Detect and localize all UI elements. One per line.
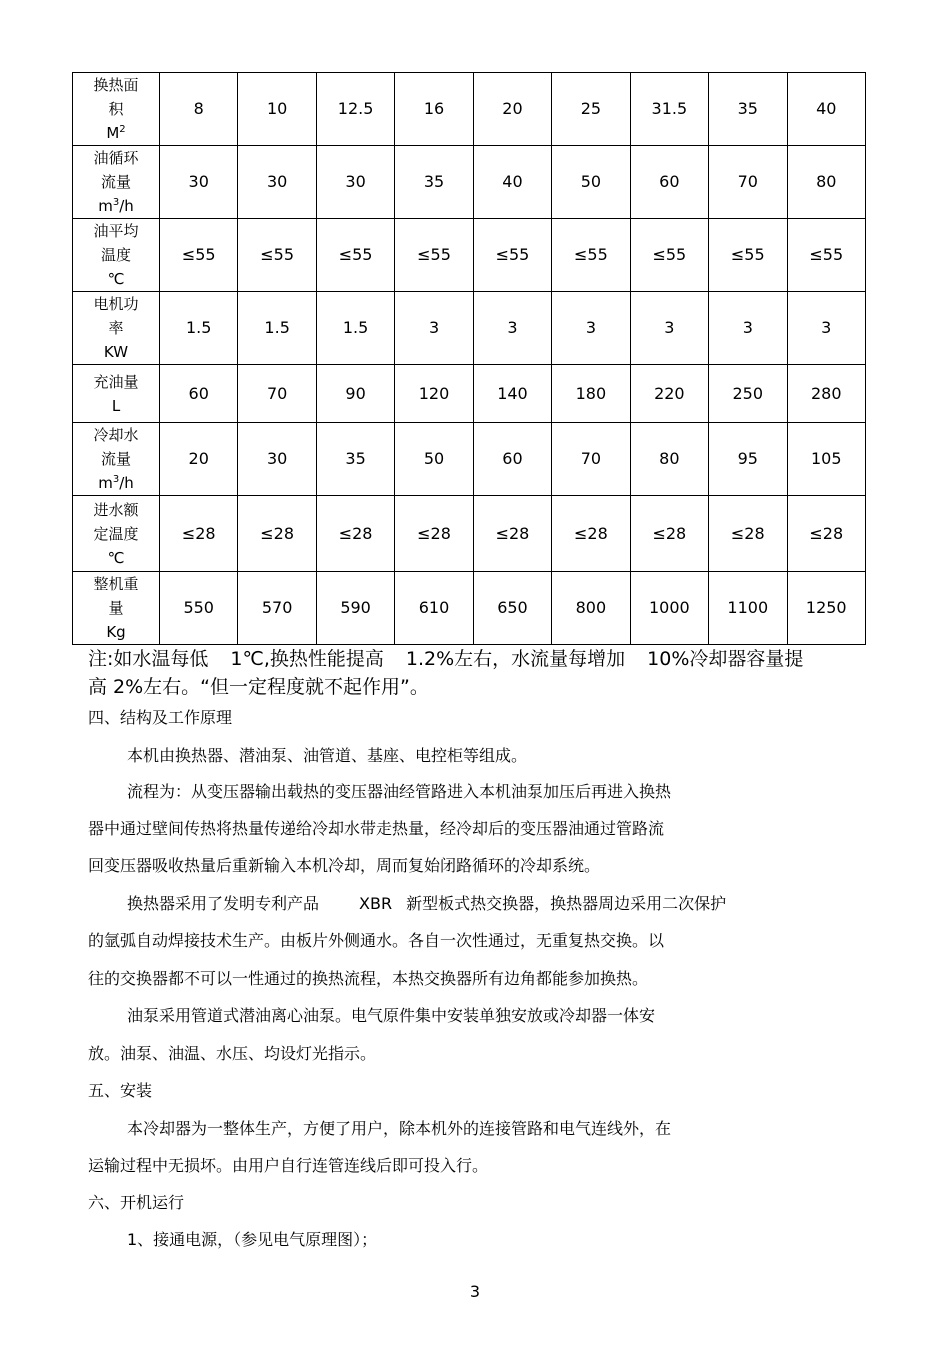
table-cell: 610 <box>395 572 473 645</box>
table-cell: 80 <box>787 146 866 219</box>
note-line-1: 注:如水温每低 1℃,换热性能提高 1.2%左右，水流量每增加 10%冷却器容量提 <box>88 648 804 670</box>
table-cell: ≤55 <box>473 219 551 292</box>
table-cell: ≤28 <box>473 496 551 572</box>
table-cell: 550 <box>160 572 238 645</box>
table-cell: 95 <box>709 423 787 496</box>
table-note <box>88 645 878 701</box>
table-cell: 35 <box>709 73 787 146</box>
list-item: 1、接通电源，（参见电气原理图）； <box>127 1230 378 1249</box>
table-cell: ≤28 <box>630 496 708 572</box>
table-cell: ≤28 <box>787 496 866 572</box>
table-cell: 220 <box>630 365 708 423</box>
table-row <box>73 219 866 292</box>
table-cell: ≤28 <box>552 496 630 572</box>
paragraph-line: 本冷却器为一整体生产，方便了用户，除本机外的连接管路和电气连线外，在 <box>127 1119 672 1138</box>
table-cell: ≤28 <box>316 496 394 572</box>
table-cell: ≤55 <box>630 219 708 292</box>
note-line-2: 高 2%左右。“但一定程度就不起作用”。 <box>88 676 429 698</box>
table-cell: 1250 <box>787 572 866 645</box>
table-cell: 50 <box>395 423 473 496</box>
table-cell: 50 <box>552 146 630 219</box>
table-cell: ≤55 <box>787 219 866 292</box>
row-label: 进水额 定温度 ℃ <box>73 496 160 572</box>
table-row <box>73 572 866 645</box>
table-cell: 70 <box>709 146 787 219</box>
table-row <box>73 146 866 219</box>
table-cell: ≤55 <box>709 219 787 292</box>
table-cell: 3 <box>630 292 708 365</box>
paragraph-line: 放。油泵、油温、水压、均设灯光指示。 <box>88 1044 377 1063</box>
table-cell: 10 <box>238 73 316 146</box>
table-cell: 570 <box>238 572 316 645</box>
table-cell: 30 <box>160 146 238 219</box>
table-cell: ≤28 <box>238 496 316 572</box>
paragraph-line: 换热器采用了发明专利产品 XBR 新型板式热交换器，换热器周边采用二次保护 <box>127 894 727 913</box>
table-cell: ≤55 <box>552 219 630 292</box>
table-cell: 180 <box>552 365 630 423</box>
page-number: 3 <box>469 1282 481 1301</box>
table-cell: 590 <box>316 572 394 645</box>
table-row <box>73 73 866 146</box>
table-cell: 25 <box>552 73 630 146</box>
table-cell: 30 <box>238 423 316 496</box>
table-row <box>73 423 866 496</box>
table-cell: 30 <box>316 146 394 219</box>
table-cell: 40 <box>473 146 551 219</box>
table-cell: 280 <box>787 365 866 423</box>
row-label: 整机重 量 Kg <box>73 572 160 645</box>
table-cell: ≤55 <box>160 219 238 292</box>
table-cell: 8 <box>160 73 238 146</box>
row-label: 油平均 温度 ℃ <box>73 219 160 292</box>
paragraph-line: 往的交换器都不可以一性通过的换热流程，本热交换器所有边角都能参加换热。 <box>88 969 649 988</box>
paragraph-line: 器中通过壁间传热将热量传递给冷却水带走热量，经冷却后的变压器油通过管路流 <box>88 819 665 838</box>
table-cell: 3 <box>395 292 473 365</box>
table-cell: 60 <box>473 423 551 496</box>
table-row <box>73 365 866 423</box>
row-label: 换热面 积 $M^2$ <box>73 73 160 146</box>
table-cell: 60 <box>160 365 238 423</box>
table-cell: 20 <box>473 73 551 146</box>
table-cell: 1.5 <box>160 292 238 365</box>
table-row <box>73 292 866 365</box>
section-4-heading: 四、结构及工作原理 <box>88 708 233 727</box>
table-cell: 12.5 <box>316 73 394 146</box>
table-cell: 70 <box>552 423 630 496</box>
table-cell: 31.5 <box>630 73 708 146</box>
row-label: 油循环 流量 $m^3/h$ <box>73 146 160 219</box>
spec-table <box>72 72 866 645</box>
table-cell: 1.5 <box>238 292 316 365</box>
table-cell: 40 <box>787 73 866 146</box>
table-cell: ≤55 <box>395 219 473 292</box>
table-cell: 3 <box>473 292 551 365</box>
table-cell: ≤28 <box>709 496 787 572</box>
table-cell: 3 <box>552 292 630 365</box>
paragraph-line: 油泵采用管道式潜油离心油泵。电气原件集中安装单独安放或冷却器一体安 <box>127 1006 656 1025</box>
paragraph-line: 运输过程中无损坏。由用户自行连管连线后即可投入行。 <box>88 1156 489 1175</box>
table-cell: ≤28 <box>160 496 238 572</box>
table-cell: 20 <box>160 423 238 496</box>
row-label: 充油量 L <box>73 365 160 423</box>
table-cell: 120 <box>395 365 473 423</box>
paragraph-line: 的氩弧自动焊接技术生产。由板片外侧通水。各自一次性通过，无重复热交换。以 <box>88 931 665 950</box>
paragraph-line: 流程为：从变压器输出载热的变压器油经管路进入本机油泵加压后再进入换热 <box>127 782 672 801</box>
table-row <box>73 496 866 572</box>
paragraph-line: 回变压器吸收热量后重新输入本机冷却，周而复始闭路循环的冷却系统。 <box>88 856 601 875</box>
table-cell: 1100 <box>709 572 787 645</box>
table-cell: 60 <box>630 146 708 219</box>
table-cell: 3 <box>709 292 787 365</box>
section-5-heading: 五、安装 <box>88 1081 153 1100</box>
table-cell: ≤55 <box>316 219 394 292</box>
table-cell: 650 <box>473 572 551 645</box>
table-cell: 70 <box>238 365 316 423</box>
table-cell: 80 <box>630 423 708 496</box>
table-cell: 35 <box>316 423 394 496</box>
table-cell: 35 <box>395 146 473 219</box>
paragraph-line: 本机由换热器、潜油泵、油管道、基座、电控柜等组成。 <box>127 746 528 765</box>
section-6-heading: 六、开机运行 <box>88 1193 185 1212</box>
table-cell: 30 <box>238 146 316 219</box>
table-cell: 800 <box>552 572 630 645</box>
table-cell: 250 <box>709 365 787 423</box>
table-cell: 16 <box>395 73 473 146</box>
row-label: 电机功 率 KW <box>73 292 160 365</box>
row-label: 冷却水 流量 $m^3/h$ <box>73 423 160 496</box>
table-cell: 1000 <box>630 572 708 645</box>
table-cell: 105 <box>787 423 866 496</box>
table-cell: 90 <box>316 365 394 423</box>
table-cell: 1.5 <box>316 292 394 365</box>
table-cell: 140 <box>473 365 551 423</box>
table-cell: ≤28 <box>395 496 473 572</box>
table-cell: 3 <box>787 292 866 365</box>
table-cell: ≤55 <box>238 219 316 292</box>
